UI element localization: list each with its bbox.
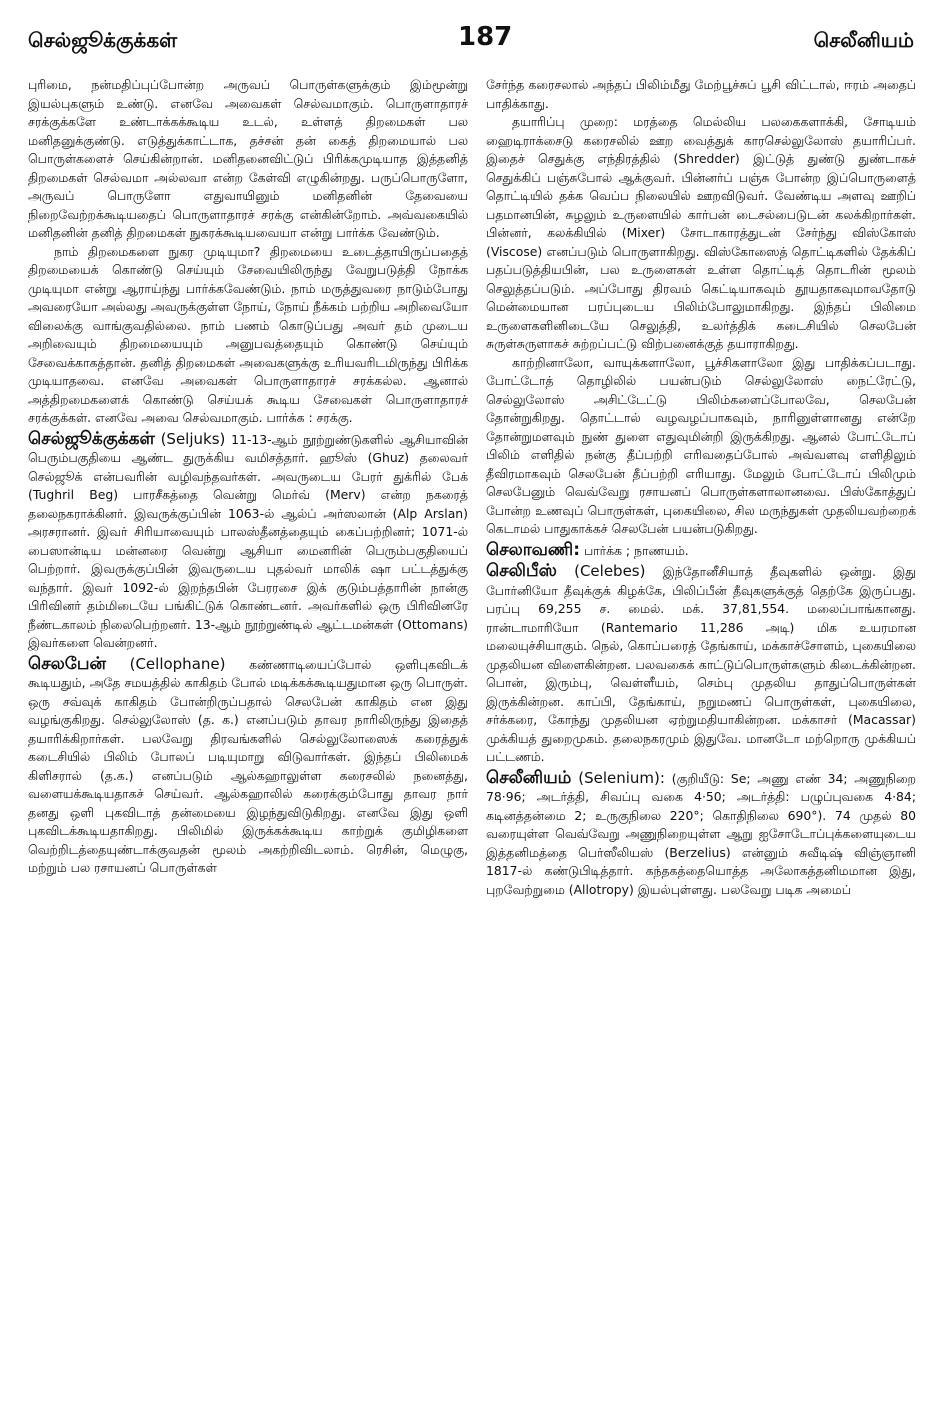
entry-headword: செலிபீஸ் <box>486 561 557 581</box>
entry-text: பார்க்க ; நாணயம். <box>583 542 689 558</box>
entry-text: (குறியீடு: Se; அணு எண் 34; அணுநிறை 78·96; அடர்த்தி, சிவப்பு வகை 4·50; அடர்த்தி: பழுப்புவகை 4·84; கடினத்தன்மை 2; உருகுநிலை 220°; கொதிநிலை 690°). 74 முதல் 80 வரையுள்ள வெவ்வேறு அணுநிறையுள்ள ஆறு ஐசோடோப்புக்களையுடைய இத்தனிமத்தை பெர்ஸீலியஸ் (Berzelius) என்னும் சுவீடிஷ் விஞ்ஞானி 1817-ல் கண்டுபிடித்தார். கந்தகத்தையொத்த அலோகத்தனிமமான இது, புறவேற்றுமை (Allotropy) இயல்புள்ளது. பலவேறு படிக அமைப் <box>486 770 916 897</box>
paragraph: காற்றினாலோ, வாயுக்களாலோ, பூச்சிகளாலோ இது பாதிக்கப்படாது. போட்டோத் தொழிலில் பயன்படும் செல்லுலோஸ் நைட்ரேட்டு, செல்லுலோஸ் அசிட்டேட்டு பிலிம்களைப்போலவே, செலபேன் தோன்றுகிறது. தொட்டால் வழவழப்பாகவும், நாரினுள்ளானது என்றே தோன்றுமளவும் நுண் துளை எதுவுமின்றி இருக்கிறது. ஆனல் போட்டோப் பிலிம் எளிதில் நன்கு தீப்பற்றி எரிவதைப்போல் அவ்வளவு எளிதிலும் தீவிரமாகவும் செலபேன் தீப்பற்றி எரியாது. மேலும் போட்டோப் பிலிமும் செலபேனும் வெவ்வேறு ரசாயனப் பொருள்களாலானவை. பிஸ்கோத்துப் போன்ற உணவுப் பொருள்கள், புகையிலை, சில மருந்துகள் முதலியவற்றைக் கெடாமல் பாதுகாக்கச் செலபேன் பயன்படுகிறது. <box>486 354 916 536</box>
entry-english: (Seljuks) <box>160 429 226 448</box>
entry-text: 11-13-ஆம் நூற்றுண்டுகளில் ஆசியாவின் பெரும்பகுதியை ஆண்ட துருக்கிய வமிசத்தார். ஹூஸ் (Ghuz) தலைவர் செல்ஜூக் என்பவரின் வழிவந்தவர்கள். அவருடைய பேரர் துக்ரில் பேக் (Tughril Beg) பாரசீகத்தை வென்று மெர்வ் (Merv) என்ற நகரைத் தலைநகராக்கினர். இவருக்குப்பின் 1063-ல் ஆல்ப் அர்ஸலான் (Alp Arslan) அரசரானர். இவர் சிரியாவையும் பாலஸ்தீனத்தையும் கைப்பற்றினர்; 1071-ல் பைஸான்டிய மன்னரை வென்று ஆசியா மைனரின் பெரும்பகுதியைப் பெற்றார். இவருக்குப்பின் இவருடைய புதல்வர் மாலிக் ஷா பட்டத்துக்கு வந்தார். இவர் 1092-ல் இறந்தபின் பேரரசை இக் குடும்பத்தாரின் நான்கு பிரிவினர் தம்மிடையே பங்கிட்டுக் கொண்டனர். அவர்களில் ஒரு பிரிவினரே நீண்டகாலம் நிலைபெற்றனர். 13-ஆம் நூற்றுண்டில் ஆட்டமன்கள் (Ottomans) இவர்களை வென்றனர். <box>28 431 468 650</box>
header-right-term: செலீனியம் <box>813 28 914 52</box>
entry-english: (Cellophane) <box>129 654 226 673</box>
paragraph: நாம் திறமைகளை நுகர முடியுமா? திறமையை உடைத்தாயிருப்பதைத் திறமையைக் கொண்டு செய்யும் சேவையிலிருந்து வேறுபடுத்தி நோக்க முடியுமா என்று ஆராய்ந்து பார்க்கவேண்டும். நாம் மருத்துவரை நாடும்போது அவரையோ அல்லது அவருக்குள்ள நோய், நோய் நீக்கம் பற்றிய அறிவையோ விலைக்கு வாங்குவதில்லை. நாம் பணம் கொடுப்பது அவர் தம் முடைய அறிவையும் திறமையையும் அனுபவத்தையும் கொண்டு செய்யும் சேவைக்காகத்தான். தனித் திறமைகள் அவைகளுக்கு உரியவரிடமிருந்து பிரிக்க முடியாதவை. எனவே அவைகள் பொருளாதாரச் சரக்கல்ல. ஆனால் அத்திறமைகளைக் கொண்டு செய்யக் கூடிய சேவைகள் பொருளாதாரச் சரக்குக்கள். எனவே அவை செல்வமாகும். பார்க்க : சரக்கு. <box>28 243 468 425</box>
entry-exchange <box>486 541 916 561</box>
left-column <box>28 76 468 1419</box>
page-number: 187 <box>458 22 513 52</box>
header-left-term: செல்ஜூக்குக்கள் <box>28 28 178 52</box>
paragraph: தயாரிப்பு முறை: மரத்தை மெல்லிய பலகைகளாக்கி, சோடியம் ஹைடிராக்சைடு கரைசலில் ஊற வைத்துக் காரசெல்லுலோஸ் தயாரிப்பர். இதைச் செதுக்கு எந்திரத்தில் (Shredder) இட்டுத் துண்டு துண்டாகச் செதுக்கிப் பஞ்சுபோல் ஆக்குவர். பின்னர்ப் பஞ்சு போன்ற இப்பொருளைத் தொட்டியில் தக்க வெப்ப நிலையில் ஊறவிடுவர். வேண்டிய அளவு ஊறிப் பதமானபின், சுழலும் உருளையில் கார்பன் டைசல்பைடுடன் கலக்கிறார்கள். பின்னர், கலக்கியில் (Mixer) சோடாகாரத்துடன் சேர்ந்து விஸ்கோஸ் (Viscose) எனப்படும் பொருளாகிறது. விஸ்கோஸைத் தொட்டிகளில் தேக்கிப் பதப்படுத்தியபின், பல உருளைகள் உள்ள தொட்டித் தொடரின் மூலம் செலுத்தப்படும். அப்போது திரவம் கெட்டியாகவும் தூயதாகவுமாவதோடு மென்மையான பரப்புடைய பிலிம்போலுமாகிறது. இந்தப் பிலிமை உருளைகளினிடையே செலுத்தி, உலர்த்திக் கடைசியில் செலபேன் சுருள்சுருளாகச் சுற்றப்பட்டு விற்பனைக்குத் தயாராகிறது. <box>486 114 916 351</box>
entry-headword: செலீனியம் <box>486 767 572 788</box>
entry-english: (Celebes) <box>574 562 646 580</box>
paragraph: சேர்ந்த கரைசலால் அந்தப் பிலிம்மீது மேற்பூச்சுப் பூசி விட்டால், ஈரம் அதைப் பாதிக்காது. <box>486 77 916 111</box>
entry-cellophane <box>28 655 468 878</box>
entry-selenium <box>486 769 916 900</box>
entry-headword: செலாவணி: <box>486 539 580 560</box>
entry-headword: செல்ஜூக்குக்கள் <box>28 428 155 449</box>
entry-headword: செலபேன் <box>28 653 106 674</box>
entry-seljuks <box>28 430 468 653</box>
entry-english: (Selenium): <box>578 768 665 787</box>
right-column <box>486 76 916 1419</box>
paragraph: புரிமை, நன்மதிப்புப்போன்ற அருவப் பொருள்களுக்கும் இம்மூன்று இயல்புகளும் உண்டு. எனவே அவைகள் செல்வமாகும். பொருளாதாரச் சரக்குக்களே உண்டாக்கக்கூடிய உடல், உள்ளத் திறமைகள் பல மனிதனுக்குண்டு. எடுத்துக்காட்டாக, தச்சன் தன் கைத் திறமையால் பல பொருள்களைச் செய்கின்றான். மனிதனைவிட்டுப் பிரிக்கமுடியாத இத்தனித் திறமைகள் செல்வமா அல்லவா என்ற கேள்வி எழுகின்றது. பருப்பொருளோ, அருவப் பொருளோ எதுவாயினும் மனிதனின் தேவையை நிறைவேற்றக்கூடியதைப் பொருளாதாரச் சரக்கு என்கின்றோம். அவ்வகையில் மனிதனின் தனித் திறமைகள் நுகரக்கூடியவையா என்று பார்க்க வேண்டும். <box>28 77 468 240</box>
entry-celebes <box>486 562 916 767</box>
entry-text: இந்தோனீசியாத் தீவுகளில் ஒன்று. இது போர்னியோ தீவுக்குக் கிழக்கே, பிலிப்பீன் தீவுகளுக்குத் தெற்கே இருப்பது. பரப்பு 69,255 ச. மைல். மக். 37,81,554. மலைப்பாங்கானது. ரான்டாமாரியோ (Rantemario 11,286 அடி) மிக உயரமான மலையுச்சியாகும். நெல், கொப்பரைத் தேங்காய், மக்காச்சோளம், புகையிலை முதலியன விளைகின்றன. பலவகைக் காட்டுப்பொருள்களும் கிடைக்கின்றன. பொன், இரும்பு, வெள்ளீயம், செம்பு முதலிய தாதுப்பொருள்கள் இருக்கின்றன. காப்பி, தேங்காய், நறுமணப் பொருள்கள், புகையிலை, சர்க்கரை, கோந்து முதலியன ஏற்றுமதியாகின்றன. மக்காசர் (Macassar) முக்கியத் துறைமுகம். தலைநகரமும் இதுவே. மானடோ மற்றொரு முக்கியப் பட்டணம். <box>486 564 916 764</box>
page-header <box>28 22 914 62</box>
entry-text: கண்ணாடியைப்போல் ஒளிபுகவிடக் கூடியதும், அதே சமயத்தில் காகிதம் போல் மடிக்கக்கூடியதுமான ஒரு பொருள். ஒரு சவ்வுக் காகிதம் போன்றிருப்பதால் செலபேன் காகிதம் என இது வழங்குகிறது. செல்லுலோஸ் (த. க.) எனப்படும் தாவர நாரிலிருந்து இதைத் தயாரிக்கிறார்கள். பலவேறு திரவங்களில் செல்லுலோஸைக் கரைத்துக் கடைசியில் பிலிம் போலப் படியுமாறு விடுவார்கள். இந்தப் பிலிமைக் கிளிசரால் (த.க.) எனப்படும் ஆல்கஹாலுள்ள கரைசலில் நனைத்து, வளையக்கூடியதாகச் செய்வர். ஆல்கஹாலில் கரைக்கும்போது தாவர நார் தனது ஒளி புகவிடாத் தன்மையை இழந்துவிடுகிறது. எனவே இது ஒளி புகவிடக்கூடியதாகிறது. பிலிமில் இருக்கக்கூடிய காற்றுக் குமிழிகளை வெற்றிடத்தையுண்டாக்குவதன் மூலம் அகற்றிவிடலாம். ரெசின், மெழுகு, மற்றும் பல ரசாயனப் பொருள்கள் <box>28 656 468 875</box>
